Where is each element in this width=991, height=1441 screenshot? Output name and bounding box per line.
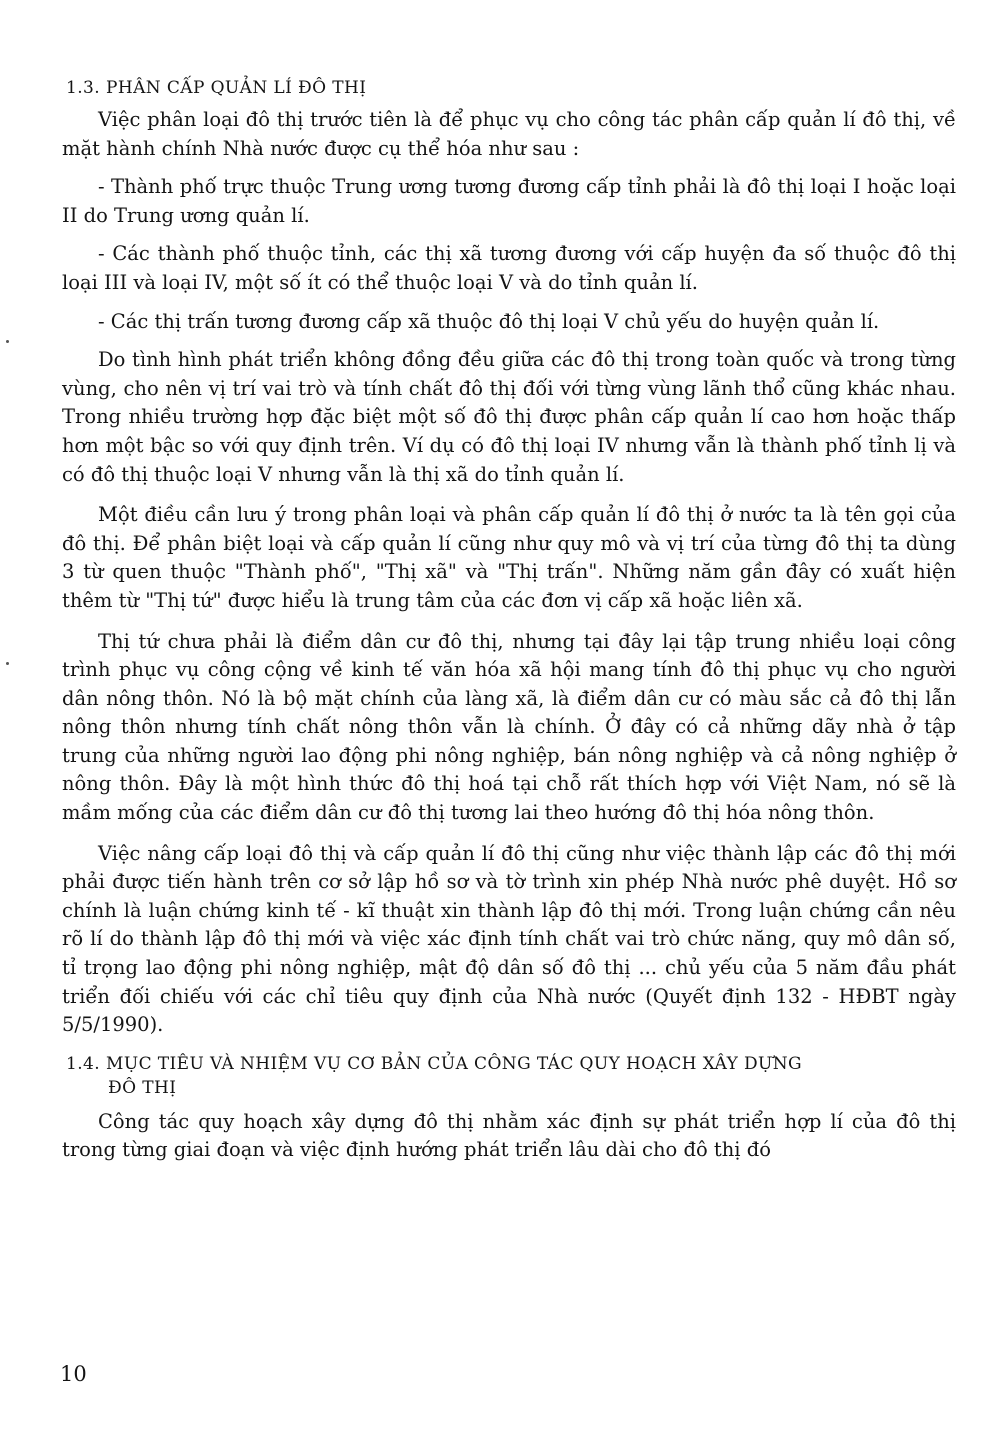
- scan-speck: [6, 662, 9, 665]
- section-number: 1.3.: [66, 78, 101, 98]
- paragraph: Việc nâng cấp loại đô thị và cấp quản lí đô thị cũng như việc thành lập các đô thị mới phải được tiến hành trên cơ sở lập hồ sơ và tờ trình xin phép Nhà nước phê duyệt. Hồ sơ chính là luận chứng kinh tế - kĩ thuật xin thành lập đô thị mới. Trong luận chứng cần nêu rõ lí do thành lập đô thị mới và việc xác định tính chất vai trò chức năng, quy mô dân số, tỉ trọng lao động phi nông nghiệp, mật độ dân số đô thị ... chủ yếu của 5 năm đầu phát triển đối chiếu với các chỉ tiêu quy định của Nhà nước (Quyết định 132 - HĐBT ngày 5/5/1990).: [62, 841, 956, 1037]
- section-title: PHÂN CẤP QUẢN LÍ ĐÔ THỊ: [106, 78, 367, 98]
- paragraph: Một điều cần lưu ý trong phân loại và phân cấp quản lí đô thị ở nước ta là tên gọi của đô thị. Để phân biệt loại và cấp quản lí cũng như quy mô và vị trí của từng đô thị ta dùng 3 từ quen thuộc "Thành phố", "Thị xã" và "Thị trấn". Những năm gần đây có xuất hiện thêm từ "Thị tứ" được hiểu là trung tâm của các đơn vị cấp xã hoặc liên xã.: [62, 503, 956, 612]
- section-number: 1.4.: [66, 1053, 101, 1074]
- section-title-line1: MỤC TIÊU VÀ NHIỆM VỤ CƠ BẢN CỦA CÔNG TÁC QUY HOẠCH XÂY DỰNG: [106, 1053, 803, 1074]
- paragraph: Thị tứ chưa phải là điểm dân cư đô thị, nhưng tại đây lại tập trung nhiều loại công trình phục vụ công cộng về kinh tế văn hóa xã hội mang tính đô thị phục vụ cho người dân nông thôn. Nó là bộ mặt chính của làng xã, là điểm dân cư có màu sắc cả đô thị lẫn nông thôn nhưng tính chất nông thôn vẫn là chính. Ở đây có cả những dãy nhà ở tập trung của những người lao động phi nông nghiệp, bán nông nghiệp và cả nông nghiệp ở nông thôn. Đây là một hình thức đô thị hoá tại chỗ rất thích hợp với Việt Nam, nó sẽ là mầm mống của các điểm dân cư đô thị tương lai theo hướng đô thị hóa nông thôn.: [62, 629, 956, 825]
- page-body: [62, 76, 956, 1177]
- section-heading-1-4: [66, 1052, 956, 1100]
- paragraph: Do tình hình phát triển không đồng đều giữa các đô thị trong toàn quốc và trong từng vùng, cho nên vị trí vai trò và tính chất đô thị đối với từng vùng lãnh thổ cũng khác nhau. Trong nhiều trường hợp đặc biệt một số đô thị được phân cấp quản lí cao hơn hoặc thấp hơn một bậc so với quy định trên. Ví dụ có đô thị loại IV nhưng vẫn là thành phố tỉnh lị và có đô thị thuộc loại V nhưng vẫn là thị xã do tỉnh quản lí.: [62, 348, 956, 486]
- section-heading-1-3: [66, 76, 956, 100]
- page-number: 10: [60, 1362, 87, 1386]
- scan-speck: [6, 340, 9, 343]
- paragraph: - Các thành phố thuộc tỉnh, các thị xã tương đương với cấp huyện đa số thuộc đô thị loại III và loại IV, một số ít có thể thuộc loại V và do tỉnh quản lí.: [62, 242, 956, 294]
- paragraph: - Thành phố trực thuộc Trung ương tương đương cấp tỉnh phải là đô thị loại I hoặc loại II do Trung ương quản lí.: [62, 175, 956, 227]
- section-title-line2: ĐÔ THỊ: [108, 1077, 177, 1098]
- paragraph: Việc phân loại đô thị trước tiên là để phục vụ cho công tác phân cấp quản lí đô thị, về mặt hành chính Nhà nước được cụ thể hóa như sau :: [62, 108, 956, 160]
- paragraph: - Các thị trấn tương đương cấp xã thuộc đô thị loại V chủ yếu do huyện quản lí.: [98, 309, 880, 333]
- paragraph: Công tác quy hoạch xây dựng đô thị nhằm xác định sự phát triển hợp lí của đô thị trong từng giai đoạn và việc định hướng phát triển lâu dài cho đô thị đó: [62, 1109, 956, 1162]
